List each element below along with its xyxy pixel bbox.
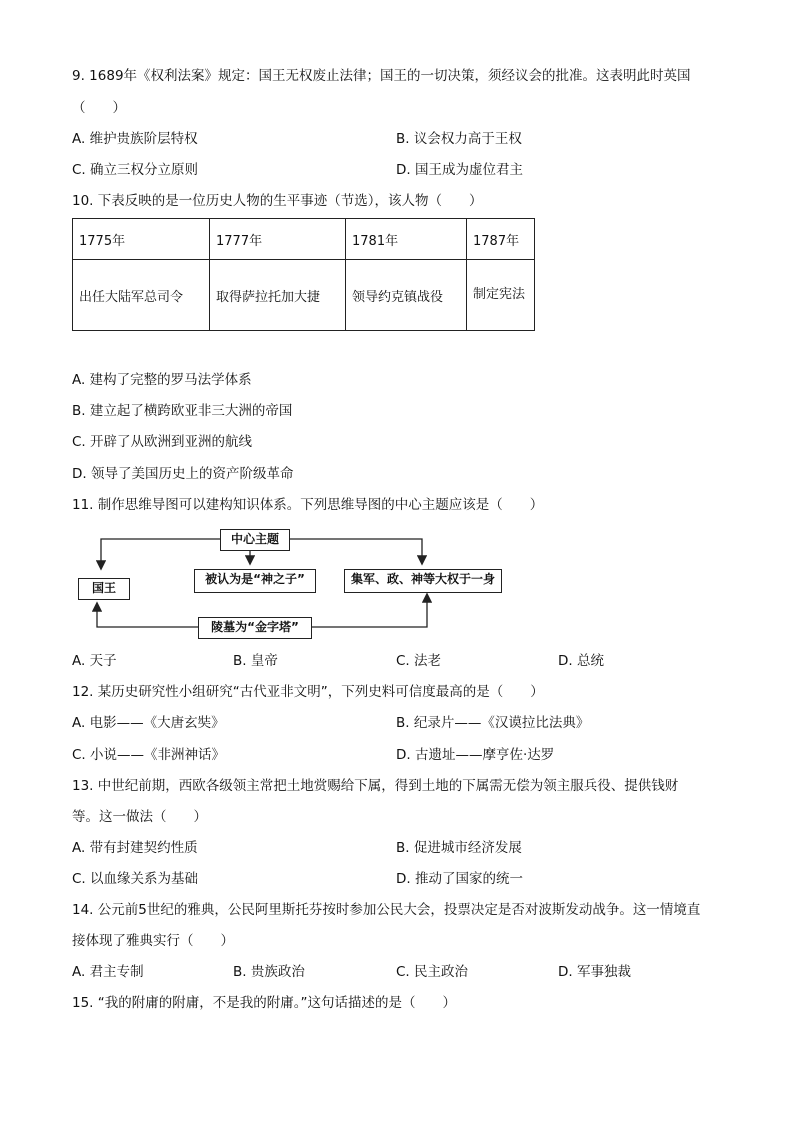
arrow-center-to-right <box>289 539 422 563</box>
arrow-center-to-king <box>101 539 220 568</box>
q12-option-c: C. 小说——《非洲神话》 <box>72 747 226 763</box>
q14-option-d: D. 军事独裁 <box>558 964 631 980</box>
arrow-bottom-to-right <box>310 595 427 627</box>
q10-option-c: C. 开辟了从欧洲到亚洲的航线 <box>72 434 253 450</box>
q10-option-d: D. 领导了美国历史上的资产阶级革命 <box>72 466 294 482</box>
q13-stem-line2: 等。这一做法（ ） <box>72 809 207 825</box>
q10-year-1: 1775年 <box>73 219 210 260</box>
q12-option-a: A. 电影——《大唐玄奘》 <box>72 715 225 731</box>
q9-stem-line2: （ ） <box>72 100 126 116</box>
q10-event-3: 领导约克镇战役 <box>346 260 467 331</box>
q12-stem: 12. 某历史研究性小组研究“古代亚非文明”，下列史料可信度最高的是（ ） <box>72 684 544 700</box>
mindmap-bottom: 陵墓为“金字塔” <box>198 617 312 639</box>
q9-option-b: B. 议会权力高于王权 <box>396 131 522 147</box>
q12-option-b: B. 纪录片——《汉谟拉比法典》 <box>396 715 590 731</box>
q14-option-c: C. 民主政治 <box>396 964 469 980</box>
q10-year-2: 1777年 <box>210 219 346 260</box>
q11-option-c: C. 法老 <box>396 653 442 669</box>
q13-stem-line1: 13. 中世纪前期，西欧各级领主常把土地赏赐给下属，得到土地的下属需无偿为领主服兵役、提供钱财 <box>72 778 679 794</box>
mindmap-center: 中心主题 <box>220 529 290 551</box>
q10-option-b: B. 建立起了横跨欧亚非三大洲的帝国 <box>72 403 293 419</box>
q9-stem-line1: 9. 1689年《权利法案》规定：国王无权废止法律；国王的一切决策，须经议会的批准。这表明此时英国 <box>72 68 691 84</box>
q14-stem-line2: 接体现了雅典实行（ ） <box>72 933 234 949</box>
q14-stem-line1: 14. 公元前5世纪的雅典，公民阿里斯托芬按时参加公民大会，投票决定是否对波斯发动战争。这一情境直 <box>72 902 701 918</box>
q13-option-b: B. 促进城市经济发展 <box>396 840 522 856</box>
mindmap-mid: 被认为是“神之子” <box>194 569 316 593</box>
q10-option-a: A. 建构了完整的罗马法学体系 <box>72 372 252 388</box>
q14-option-a: A. 君主专制 <box>72 964 144 980</box>
q13-option-a: A. 带有封建契约性质 <box>72 840 198 856</box>
q10-stem: 10. 下表反映的是一位历史人物的生平事迹（节选），该人物（ ） <box>72 193 483 209</box>
q10-year-3: 1781年 <box>346 219 467 260</box>
q11-stem: 11. 制作思维导图可以建构知识体系。下列思维导图的中心主题应该是（ ） <box>72 497 544 513</box>
q9-option-c: C. 确立三权分立原则 <box>72 162 199 178</box>
q10-event-4: 制定宪法 <box>467 260 535 331</box>
q14-option-b: B. 贵族政治 <box>233 964 305 980</box>
q11-option-b: B. 皇帝 <box>233 653 278 669</box>
q9-option-d: D. 国王成为虚位君主 <box>396 162 523 178</box>
q11-option-a: A. 天子 <box>72 653 117 669</box>
q11-option-d: D. 总统 <box>558 653 604 669</box>
q10-event-2: 取得萨拉托加大捷 <box>210 260 346 331</box>
q9-option-a: A. 维护贵族阶层特权 <box>72 131 198 147</box>
q15-stem: 15. “我的附庸的附庸，不是我的附庸。”这句话描述的是（ ） <box>72 995 456 1011</box>
q10-year-4: 1787年 <box>467 219 535 260</box>
q10-event-1: 出任大陆军总司令 <box>73 260 210 331</box>
q12-option-d: D. 古遗址——摩亨佐·达罗 <box>396 747 555 763</box>
mindmap-right: 集军、政、神等大权于一身 <box>344 569 502 593</box>
arrow-bottom-to-king <box>97 604 198 627</box>
q13-option-c: C. 以血缘关系为基础 <box>72 871 199 887</box>
mindmap-left-king: 国王 <box>78 578 130 600</box>
q13-option-d: D. 推动了国家的统一 <box>396 871 523 887</box>
